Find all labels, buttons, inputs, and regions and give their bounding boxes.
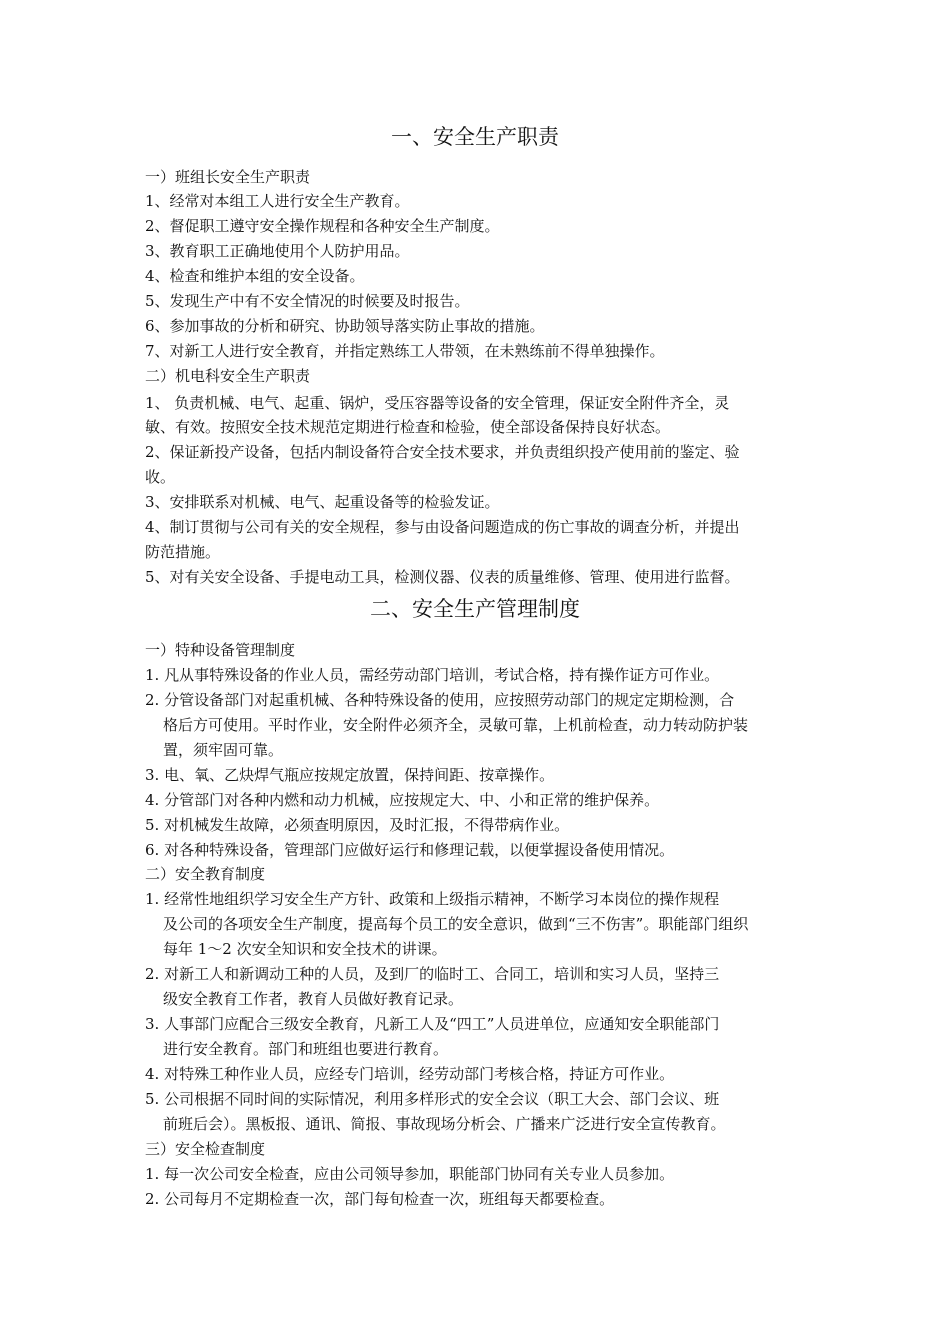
list-item: 4、检查和维护本组的安全设备。	[145, 267, 365, 285]
list-item: 2. 分管设备部门对起重机械、各种特殊设备的使用，应按照劳动部门的规定定期检测，合	[145, 691, 735, 709]
subsection-heading: 二）机电科安全生产职责	[145, 367, 311, 385]
list-item: 1. 凡从事特殊设备的作业人员，需经劳动部门培训，考试合格，持有操作证方可作业。	[145, 666, 720, 684]
list-item: 3. 电、氧、乙炔焊气瓶应按规定放置，保持间距、按章操作。	[145, 766, 555, 784]
list-item-continuation: 置，须牢固可靠。	[163, 741, 284, 759]
list-item: 2、保证新投产设备，包括内制设备符合安全技术要求，并负责组织投产使用前的鉴定、验	[145, 443, 740, 461]
list-item: 4. 对特殊工种作业人员，应经专门培训，经劳动部门考核合格，持证方可作业。	[145, 1065, 675, 1083]
list-item-continuation: 收。	[145, 468, 176, 486]
list-item: 2. 公司每月不定期检查一次，部门每旬检查一次，班组每天都要检查。	[145, 1190, 615, 1208]
subsection-heading: 一）班组长安全生产职责	[145, 168, 311, 186]
list-item: 3、安排联系对机械、电气、起重设备等的检验发证。	[145, 493, 500, 511]
list-item: 4、制订贯彻与公司有关的安全规程，参与由设备问题造成的伤亡事故的调查分析，并提出	[145, 518, 740, 536]
list-item: 5、发现生产中有不安全情况的时候要及时报告。	[145, 292, 470, 310]
list-item: 5. 对机械发生故障，必须查明原因，及时汇报，不得带病作业。	[145, 816, 570, 834]
list-item: 1、 负责机械、电气、起重、锅炉，受压容器等设备的安全管理，保证安全附件齐全，灵	[145, 394, 730, 412]
list-item-continuation: 进行安全教育。部门和班组也要进行教育。	[163, 1040, 449, 1058]
list-item-continuation: 每年 1～2 次安全知识和安全技术的讲课。	[163, 940, 447, 958]
subsection-heading: 三）安全检查制度	[145, 1140, 266, 1158]
list-item-continuation: 防范措施。	[145, 543, 221, 561]
list-item-continuation: 敏、有效。按照安全技术规范定期进行检查和检验，使全部设备保持良好状态。	[145, 418, 671, 436]
list-item: 6、参加事故的分析和研究、协助领导落实防止事故的措施。	[145, 317, 545, 335]
subsection-heading: 二）安全教育制度	[145, 865, 266, 883]
list-item: 1、经常对本组工人进行安全生产教育。	[145, 192, 410, 210]
list-item: 7、对新工人进行安全教育，并指定熟练工人带领，在未熟练前不得单独操作。	[145, 342, 665, 360]
list-item: 3、教育职工正确地使用个人防护用品。	[145, 242, 410, 260]
list-item-continuation: 级安全教育工作者，教育人员做好教育记录。	[163, 990, 464, 1008]
list-item: 5. 公司根据不同时间的实际情况，利用多样形式的安全会议（职工大会、部门会议、班	[145, 1090, 720, 1108]
list-item: 3. 人事部门应配合三级安全教育，凡新工人及“四工”人员进单位，应通知安全职能部门	[145, 1015, 720, 1033]
list-item: 4. 分管部门对各种内燃和动力机械，应按规定大、中、小和正常的维护保养。	[145, 791, 660, 809]
list-item-continuation: 及公司的各项安全生产制度，提高每个员工的安全意识，做到“三不伤害”。职能部门组织	[163, 915, 749, 933]
list-item-continuation: 前班后会）。黑板报、通讯、简报、事故现场分析会、广播来广泛进行安全宣传教育。	[163, 1115, 726, 1133]
section-title: 二、安全生产管理制度	[370, 597, 580, 621]
list-item: 6. 对各种特殊设备，管理部门应做好运行和修理记载，以便掌握设备使用情况。	[145, 841, 675, 859]
list-item: 1. 经常性地组织学习安全生产方针、政策和上级指示精神，不断学习本岗位的操作规程	[145, 890, 720, 908]
list-item: 5、对有关安全设备、手提电动工具，检测仪器、仪表的质量维修、管理、使用进行监督。	[145, 568, 740, 586]
subsection-heading: 一）特种设备管理制度	[145, 641, 296, 659]
list-item: 2. 对新工人和新调动工种的人员，及到厂的临时工、合同工，培训和实习人员，坚持三	[145, 965, 720, 983]
list-item: 1. 每一次公司安全检查，应由公司领导参加，职能部门协同有关专业人员参加。	[145, 1165, 675, 1183]
section-title: 一、安全生产职责	[391, 125, 559, 149]
list-item-continuation: 格后方可使用。平时作业，安全附件必须齐全，灵敏可靠，上机前检查，动力转动防护装	[163, 716, 749, 734]
list-item: 2、督促职工遵守安全操作规程和各种安全生产制度。	[145, 217, 500, 235]
